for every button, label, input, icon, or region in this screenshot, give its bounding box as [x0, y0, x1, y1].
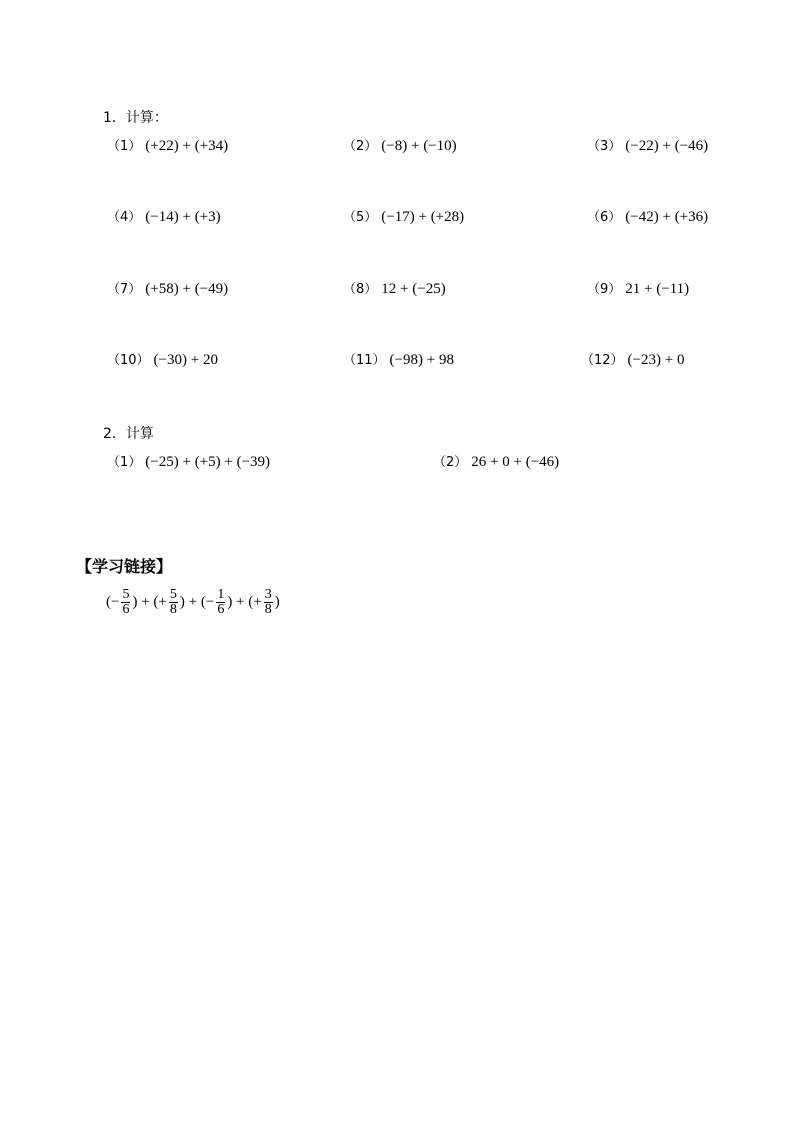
problem-expression: (−14) + (+3): [145, 209, 221, 225]
problem-number: （2）: [433, 455, 468, 470]
problem-number: （8）: [343, 282, 378, 297]
problem-expression: (−17) + (+28): [381, 209, 465, 225]
problem-number: （10）: [107, 353, 150, 368]
numerator: 5: [169, 587, 177, 602]
problem-number: （11）: [343, 353, 386, 368]
problem-2-2: [433, 453, 559, 472]
problem-1-12: [581, 351, 684, 370]
problem-expression: (−22) + (−46): [625, 138, 709, 154]
numerator: 3: [264, 587, 272, 602]
problem-expression: (−8) + (−10): [381, 138, 457, 154]
problem-1-4: [107, 208, 221, 227]
problem-number: （1）: [107, 455, 142, 470]
problem-expression: (−98) + 98: [389, 352, 454, 368]
problem-1-7: [107, 280, 228, 299]
problem-expression: (−30) + 20: [153, 352, 218, 368]
problem-expression: 26 + 0 + (−46): [471, 454, 560, 470]
fraction-expression: [105, 588, 281, 617]
problem-1-10: [107, 351, 218, 370]
problem-number: （9）: [587, 282, 622, 297]
study-link-title: 【学习链接】: [76, 557, 173, 576]
problem-expression: 21 + (−11): [625, 281, 690, 297]
denominator: 6: [217, 602, 225, 617]
problem-number: （7）: [107, 282, 142, 297]
problem-number: （5）: [343, 210, 378, 225]
numerator: 5: [122, 587, 130, 602]
problem-1-9: [587, 280, 689, 299]
expr-token: (−: [106, 594, 120, 610]
fraction: [216, 588, 225, 617]
problem-1-11: [343, 351, 454, 370]
expr-token: ) + (−: [179, 594, 215, 610]
problem-number: （4）: [107, 210, 142, 225]
denominator: 8: [169, 602, 177, 617]
problem-expression: (−25) + (+5) + (−39): [145, 454, 271, 470]
problem-1-5: [343, 208, 464, 227]
section2-heading: 2．计算: [103, 426, 154, 442]
problem-number: （12）: [581, 353, 624, 368]
problem-expression: 12 + (−25): [381, 281, 446, 297]
fraction: [264, 588, 273, 617]
problem-1-8: [343, 280, 446, 299]
expr-token: ) + (+: [132, 594, 167, 610]
problem-number: （3）: [587, 139, 622, 154]
problem-1-2: [343, 137, 457, 156]
expr-token: ): [274, 594, 280, 610]
denominator: 8: [264, 602, 272, 617]
expr-token: ) + (+: [227, 594, 262, 610]
denominator: 6: [122, 602, 130, 617]
fraction: [121, 588, 130, 617]
problem-expression: (+22) + (+34): [145, 138, 229, 154]
problem-expression: (+58) + (−49): [145, 281, 229, 297]
problem-1-6: [587, 208, 708, 227]
section1-heading: 1．计算：: [103, 110, 168, 126]
numerator: 1: [217, 587, 225, 602]
problem-expression: (−23) + 0: [627, 352, 685, 368]
problem-number: （1）: [107, 139, 142, 154]
problem-1-1: [107, 137, 228, 156]
problem-expression: (−42) + (+36): [625, 209, 709, 225]
problem-number: （6）: [587, 210, 622, 225]
problem-number: （2）: [343, 139, 378, 154]
fraction: [169, 588, 178, 617]
problem-1-3: [587, 137, 708, 156]
problem-2-1: [107, 453, 270, 472]
